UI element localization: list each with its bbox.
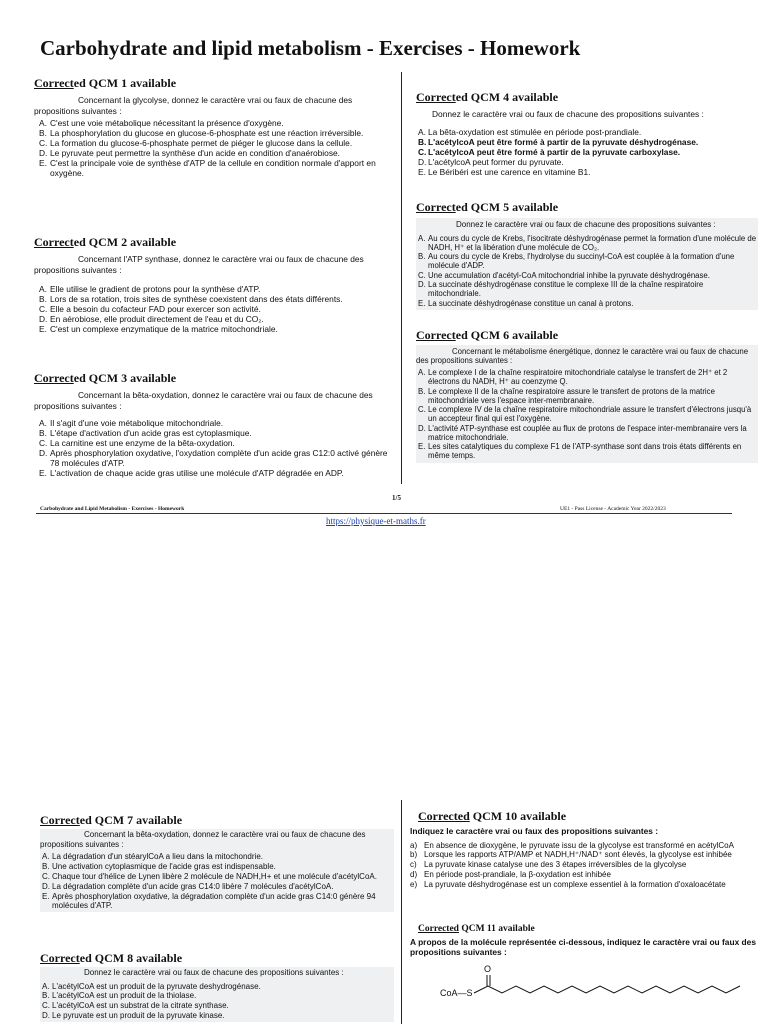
qcm-items: [410, 841, 758, 890]
qcm-item: e) La pyruvate déshydrogénase est un complexe essentiel à la formation d'oxaloacétate: [410, 880, 726, 890]
qcm-item: B. La phosphorylation du glucose en glucose-6-phosphate est une réaction irréversible.: [39, 128, 364, 139]
qcm-4: [416, 90, 758, 178]
qcm-items: [416, 128, 758, 178]
qcm-items: [40, 982, 394, 1021]
qcm-item: C. Chaque tour d'hélice de Lynen libère 2 molécule de NADH,H+ et une molécule d'acétylCoA.: [42, 871, 377, 881]
qcm-1: [34, 76, 394, 179]
qcm-item: D. Le pyruvate est un produit de la pyruvate kinase.: [42, 1011, 225, 1021]
qcm-intro: Concernant le métabolisme énergétique, donnez le caractère vrai ou faux de chacune des propositions suivantes :: [416, 347, 749, 365]
acyl-chain: [474, 986, 740, 993]
qcm-intro: Donnez le caractère vrai ou faux de chacune des propositions suivantes :: [84, 968, 344, 977]
qcm-heading: Corrected QCM 2 available: [34, 235, 177, 249]
scanned-excerpt: [40, 829, 394, 912]
qcm-item: b) Lorsque les rapports ATP/AMP et NADH,H⁺/NAD⁺ sont élevés, la glycolyse est inhibée: [410, 850, 732, 860]
qcm-heading: Corrected QCM 5 available: [416, 200, 559, 214]
qcm-heading: Corrected QCM 3 available: [34, 371, 177, 385]
qcm-item: a) En absence de dioxygène, le pyruvate issu de la glycolyse est transformé en acétylCoA: [410, 840, 734, 850]
qcm-intro: Concernant l'ATP synthase, donnez le caractère vrai ou faux de chacune des propositions suivantes :: [34, 254, 364, 275]
column-divider: [401, 72, 402, 484]
qcm-intro: Concernant la bêta-oxydation, donnez le caractère vrai ou faux de chacune des propositions suivantes :: [34, 390, 373, 411]
qcm-item: A. L'acétylCoA est un produit de la pyruvate deshydrogénase.: [42, 981, 261, 991]
qcm-item: C. Une accumulation d'acétyl-CoA mitochondrial inhibe la pyruvate déshydrogénase.: [418, 270, 710, 280]
qcm-item: E. Le Béribéri est une carence en vitamine B1.: [418, 166, 591, 177]
qcm-item: E. C'est la principale voie de synthèse d'ATP de la cellule en condition normale d'apport en oxygène.: [39, 158, 376, 178]
qcm-intro: A propos de la molécule représentée ci-dessous, indiquez le caractère vrai ou faux des propositions suivantes :: [410, 937, 756, 957]
page-title: Carbohydrate and lipid metabolism - Exercises - Homework: [40, 36, 581, 60]
oxygen-label: O: [484, 964, 492, 974]
fatty-acyl-coa-structure: [416, 962, 756, 1010]
qcm-item: c) La pyruvate kinase catalyse une des 3 étapes irréversibles de la glycolyse: [410, 860, 687, 870]
qcm-item: D. La succinate déshydrogénase constitue le complexe III de la chaîne respiratoire mitochondriale.: [418, 280, 704, 298]
qcm-2: [34, 235, 394, 335]
qcm-item: B. Le complexe II de la chaîne respiratoire assure le transfert de protons de la matrice mitochondriale vers l'espace inter-membranaire.: [418, 386, 715, 405]
scanned-excerpt: [416, 218, 758, 310]
column-divider: [401, 800, 402, 1024]
qcm-item: E. Après phosphorylation oxydative, la dégradation complète d'un acide gras C14:0 génère 94 molécules d'ATP.: [42, 891, 376, 911]
footer-rule: [36, 513, 732, 514]
qcm-items: [416, 234, 758, 308]
qcm-item: A. La dégradation d'un stéarylCoA a lieu dans la mitochondrie.: [42, 852, 263, 861]
qcm-intro: Donnez le caractère vrai ou faux de chacune des propositions suivantes :: [432, 109, 704, 119]
qcm-intro: Donnez le caractère vrai ou faux de chacune des propositions suivantes :: [456, 220, 716, 229]
qcm-item: A. Elle utilise le gradient de protons pour la synthèse d'ATP.: [39, 284, 261, 294]
qcm-item: B. Lors de sa rotation, trois sites de synthèse coexistent dans des états différents.: [39, 294, 343, 305]
website-link[interactable]: https://physique-et-maths.fr: [326, 516, 426, 526]
qcm-10: [410, 809, 758, 890]
qcm-heading: Corrected QCM 11 available: [418, 924, 535, 934]
qcm-item: A. Le complexe I de la chaîne respiratoire mitochondriale catalyse le transfert de 2H⁺ et 2 électrons du NADH, H⁺ au coenzyme Q.: [418, 368, 728, 386]
qcm-item: C. La formation du glucose-6-phosphate permet de piéger le glucose dans la cellule.: [39, 138, 353, 149]
qcm-item: D. Le pyruvate peut permettre la synthèse d'un acide en condition d'anaérobiose.: [39, 148, 341, 159]
qcm-item: B. Au cours du cycle de Krebs, l'hydrolyse du succinyl-CoA est couplée à la formation d'une molécule d'ADP.: [418, 252, 735, 270]
qcm-item: D. La dégradation complète d'un acide gras C14:0 libère 7 molécules d'acétylCoA.: [42, 881, 334, 891]
qcm-item: C. L'acétylCoA est un substrat de la citrate synthase.: [42, 1001, 229, 1011]
qcm-item: E. Les sites catalytiques du complexe F1 de l'ATP-synthase sont dans trois états différents en même temps.: [418, 442, 742, 460]
footer-right: UE1 - Pass License - Academic Year 2022/2023: [560, 506, 666, 512]
qcm-item: d) En période post-prandiale, la β-oxydation est inhibée: [410, 870, 611, 880]
qcm-8: [40, 951, 394, 1022]
qcm-heading: Corrected QCM 8 available: [40, 951, 183, 965]
qcm-item: B. L'étape d'activation d'un acide gras est cytoplasmique.: [39, 428, 252, 439]
scanned-excerpt: [416, 345, 758, 463]
qcm-items: [34, 419, 394, 479]
qcm-heading: Corrected QCM 4 available: [416, 90, 559, 104]
qcm-11: [410, 924, 758, 957]
qcm-heading: Corrected QCM 1 available: [34, 76, 177, 90]
qcm-heading: Corrected QCM 10 available: [418, 809, 567, 823]
qcm-items: [416, 368, 758, 460]
qcm-item: C. L'acétylcoA peut être formé à partir de la pyruvate carboxylase.: [418, 146, 681, 157]
qcm-item: A. La bêta-oxydation est stimulée en période post-prandiale.: [418, 126, 642, 137]
scanned-excerpt: [40, 967, 394, 1022]
qcm-item: A. C'est une voie métabolique nécessitant la présence d'oxygène.: [39, 118, 284, 128]
qcm-heading: Corrected QCM 6 available: [416, 328, 559, 342]
qcm-intro: Indiquez le caractère vrai ou faux des propositions suivantes :: [410, 826, 659, 836]
page-number: 1/5: [392, 494, 401, 502]
qcm-3: [34, 371, 394, 479]
qcm-item: D. L'activité ATP-synthase est couplée au flux de protons de l'espace inter-membranaire vers la matrice mitochondriale.: [418, 423, 747, 442]
qcm-item: E. L'activation de chaque acide gras utilise une molécule d'ATP dégradée en ADP.: [39, 467, 344, 478]
qcm-intro: Concernant la glycolyse, donnez le caractère vrai ou faux de chacune des propositions suivantes :: [34, 95, 353, 116]
qcm-items: [40, 852, 394, 910]
qcm-item: D. Après phosphorylation oxydative, l'oxydation complète d'un acide gras C12:0 activé génère 78 molécules d'ATP.: [39, 448, 388, 468]
qcm-intro: Concernant la bêta-oxydation, donnez le caractère vrai ou faux de chacune des propositions suivantes :: [40, 830, 366, 849]
qcm-item: D. L'acétylcoA peut former du pyruvate.: [418, 156, 564, 167]
coa-s-label: CoA—S: [440, 988, 473, 998]
qcm-item: C. Elle a besoin du cofacteur FAD pour exercer son activité.: [39, 304, 261, 315]
qcm-7: [40, 813, 394, 912]
qcm-item: B. L'acétylCoA est un produit de la thiolase.: [42, 991, 197, 1001]
footer-left: Carbohydrate and Lipid Metabolism - Exercises - Homework: [40, 506, 185, 512]
qcm-item: A. Il s'agit d'une voie métabolique mitochondriale.: [39, 418, 224, 428]
qcm-item: E. La succinate déshydrogénase constitue un canal à protons.: [418, 298, 634, 308]
qcm-items: [34, 119, 394, 179]
qcm-items: [34, 285, 394, 335]
qcm-item: C. La carnitine est une enzyme de la bêta-oxydation.: [39, 438, 235, 449]
qcm-5: [416, 200, 758, 310]
qcm-heading: Corrected QCM 7 available: [40, 813, 183, 827]
qcm-item: D. En aérobiose, elle produit directement de l'eau et du CO₂.: [39, 314, 264, 325]
qcm-item: A. Au cours du cycle de Krebs, l'isocitrate déshydrogénase permet la formation d'une molécule de NADH, H⁺ et la libération d'une molécule de CO₂.: [418, 233, 757, 252]
qcm-item: B. Une activation cytoplasmique de l'acide gras est indispensable.: [42, 861, 276, 871]
qcm-item: C. Le complexe IV de la chaîne respiratoire mitochondriale assure le transfert d'électrons jusqu'à un accepteur final qui est l'oxygène.: [418, 405, 752, 423]
qcm-item: E. C'est un complexe enzymatique de la matrice mitochondriale.: [39, 324, 278, 335]
qcm-item: B. L'acétylcoA peut être formé à partir de la pyruvate déshydrogénase.: [418, 136, 699, 147]
qcm-6: [416, 328, 758, 463]
